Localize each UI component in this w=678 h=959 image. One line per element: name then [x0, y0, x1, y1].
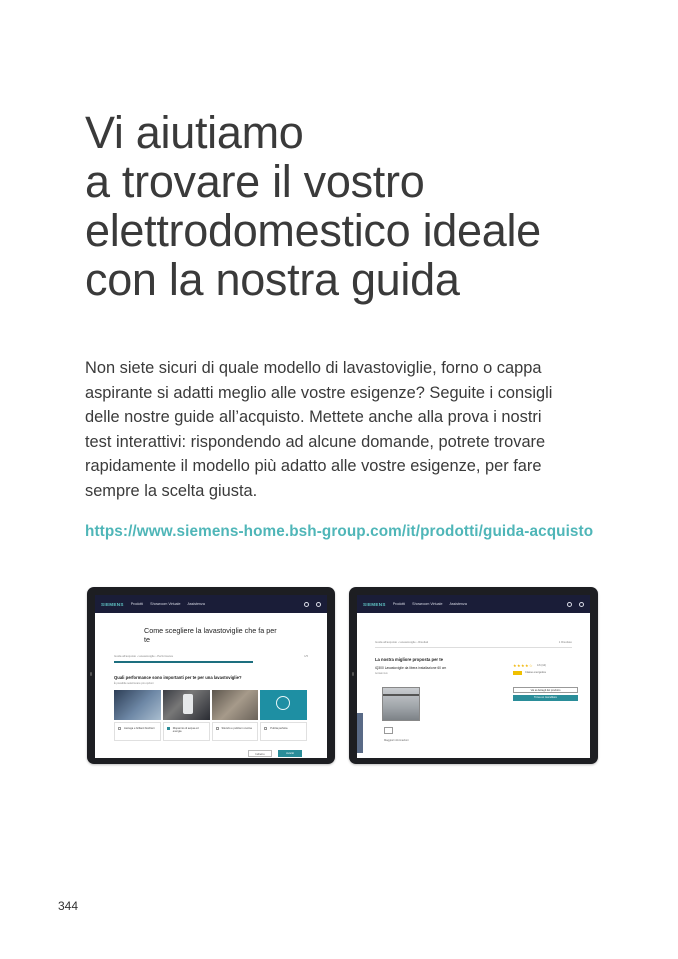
- option-label: Risparmio di acqua ed energia: [172, 727, 199, 733]
- rating-stars: ★★★★☆: [513, 663, 533, 668]
- site-nav: [95, 595, 327, 613]
- tablet-screen: [357, 595, 590, 758]
- feedback-tab[interactable]: [357, 713, 363, 753]
- progress-label: 1/5: [304, 654, 308, 658]
- option-label: Silenzio e pulizia in cucina: [221, 727, 252, 730]
- nav-item[interactable]: Prodotti: [130, 602, 144, 606]
- intro-line: rapidamente il modello più adatto alle vostre esigenze, per fare: [85, 457, 542, 476]
- find-dealer-button[interactable]: Trova un rivenditore: [513, 695, 578, 701]
- intro-paragraph: [85, 356, 605, 504]
- option-image-phone[interactable]: [163, 690, 210, 720]
- breadcrumb: Guida all’acquisto › Lavastoviglie › Risultati: [375, 640, 429, 644]
- option-item[interactable]: [260, 722, 307, 741]
- divider: [375, 647, 572, 648]
- tablet-left: [87, 587, 335, 764]
- intro-line: delle nostre guide all’acquisto. Mettete anche alla prova i nostri: [85, 408, 542, 427]
- user-icon[interactable]: [579, 602, 584, 607]
- checkbox[interactable]: [216, 727, 219, 730]
- nav-item[interactable]: Showroom Virtuale: [412, 602, 443, 606]
- progress-bar: [114, 661, 253, 663]
- option-images: [114, 690, 307, 720]
- energy-badge: [513, 671, 522, 675]
- energy-label-icon[interactable]: [384, 727, 393, 734]
- brand-logo: SIEMENS: [363, 601, 386, 607]
- cleaning-icon: [276, 696, 290, 710]
- option-image-glasses[interactable]: [114, 690, 161, 720]
- result-count: 1 Risultato: [558, 640, 572, 644]
- tablet-camera: [90, 672, 92, 676]
- headline-line: Vi aiutiamo: [85, 107, 304, 158]
- page-number: 344: [58, 899, 79, 913]
- back-button[interactable]: Indietro: [248, 750, 272, 757]
- headline: [85, 108, 541, 304]
- headline-line: elettrodomestico ideale: [85, 205, 541, 256]
- nav-item[interactable]: Prodotti: [392, 602, 406, 606]
- guide-heading: Come scegliere la lavastoviglie che fa per te: [144, 626, 277, 644]
- nav-item[interactable]: Assistenza: [187, 602, 205, 606]
- buying-guide-link[interactable]: https://www.siemens-home.bsh-group.com/it/prodotti/guida-acquisto: [85, 523, 594, 540]
- product-subtitle: Acciaio inox: [375, 672, 388, 675]
- product-details-button[interactable]: Vai ai dettagli del prodotto: [513, 687, 578, 693]
- quiz-hint: È possibile selezionare più opzioni: [114, 682, 154, 685]
- search-icon[interactable]: [304, 602, 309, 607]
- option-item[interactable]: [114, 722, 161, 741]
- option-item[interactable]: [163, 722, 210, 741]
- nav-item[interactable]: Assistenza: [449, 602, 467, 606]
- intro-line: test interattivi: rispondendo ad alcune domande, potrete trovare: [85, 432, 546, 451]
- search-icon[interactable]: [567, 602, 572, 607]
- rating-score: 4.6 (12): [537, 664, 546, 667]
- option-image-kitchen[interactable]: [212, 690, 259, 720]
- energy-badge-label: Classe energetica: [525, 671, 546, 674]
- headline-line: a trovare il vostro: [85, 156, 425, 207]
- option-item[interactable]: [212, 722, 259, 741]
- headline-line: con la nostra guida: [85, 254, 460, 305]
- option-image-icon[interactable]: [260, 690, 307, 720]
- quiz-question: Quali performance sono importanti per te per una lavastoviglie?: [114, 675, 242, 680]
- intro-line: Non siete sicuri di quale modello di lavastoviglie, forno o cappa: [85, 359, 542, 377]
- phone-shape: [183, 694, 193, 714]
- nav-item[interactable]: Showroom Virtuale: [150, 602, 181, 606]
- dishwasher-image[interactable]: [382, 687, 420, 721]
- intro-line: aspirante si adatti meglio alle vostre esigenze? Seguite i consigli: [85, 383, 553, 402]
- brand-logo: SIEMENS: [101, 601, 124, 607]
- next-button[interactable]: Avanti: [278, 750, 302, 757]
- checkbox[interactable]: [118, 727, 121, 730]
- breadcrumb: Guida all’acquisto › Lavastoviglie › Performance: [114, 654, 174, 658]
- result-title: La nostra migliore proposta per te: [375, 657, 443, 662]
- option-list: [114, 722, 307, 741]
- user-icon[interactable]: [316, 602, 321, 607]
- site-nav: [357, 595, 590, 613]
- checkbox[interactable]: [264, 727, 267, 730]
- checkbox[interactable]: [167, 727, 170, 730]
- tablet-camera: [352, 672, 354, 676]
- product-name[interactable]: iQ300 Lavastoviglie da libera installazione 60 cm: [375, 666, 447, 670]
- more-info-link[interactable]: Maggiori informazioni: [384, 739, 409, 742]
- tablet-right: [349, 587, 598, 764]
- option-label: Pulizia perfetta: [270, 727, 288, 730]
- tablet-screen: [95, 595, 327, 758]
- intro-line: sempre la scelta giusta.: [85, 481, 258, 500]
- option-label: Asciuga e brillanti bicchieri: [124, 727, 155, 730]
